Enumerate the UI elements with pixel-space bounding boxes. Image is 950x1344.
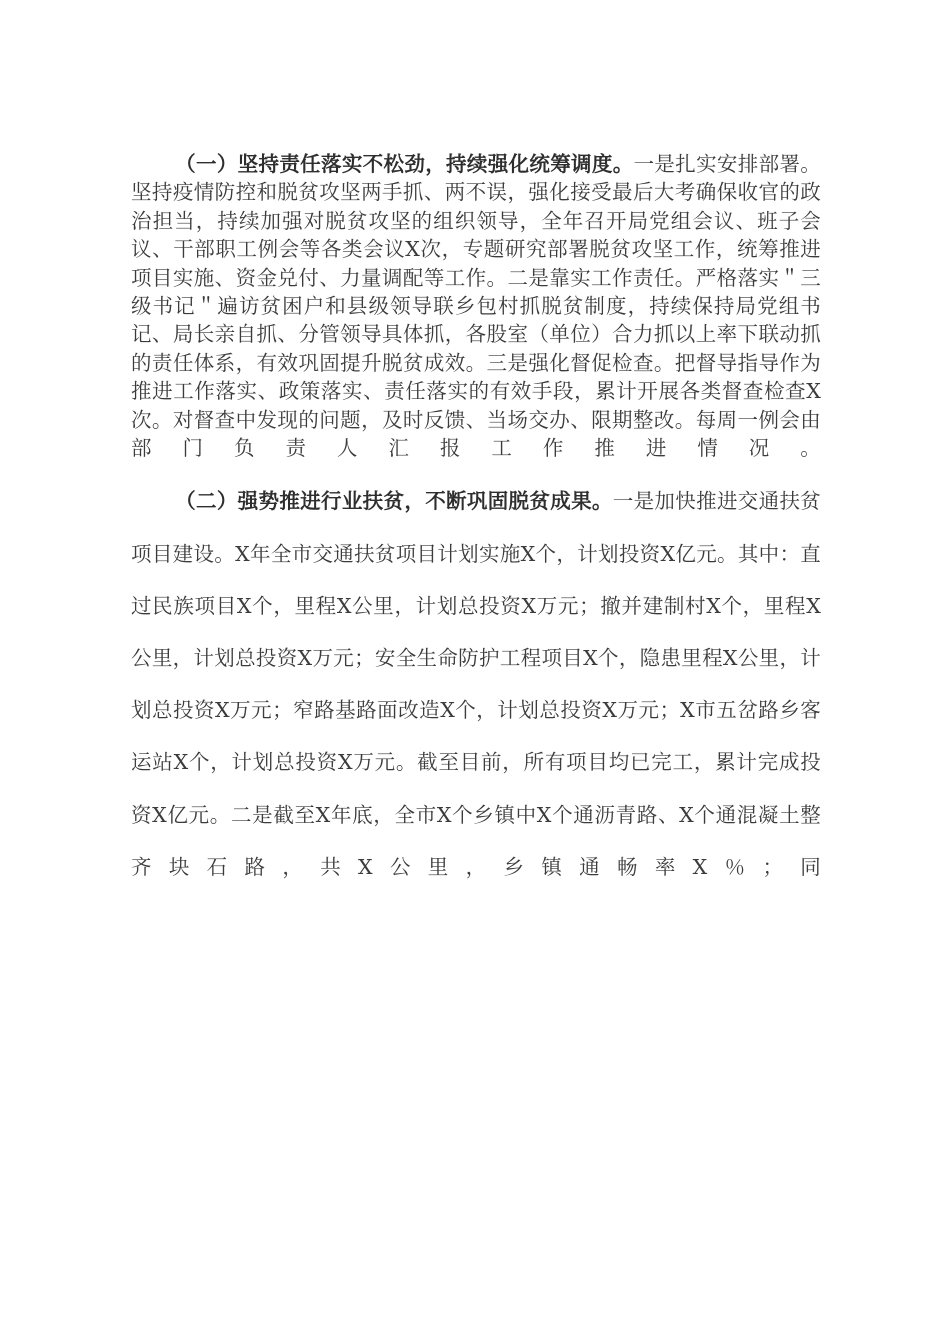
paragraph-section-one [131, 150, 821, 462]
paragraph-section-two [131, 475, 821, 893]
document-body [131, 150, 821, 893]
section-one-heading: （一）坚持责任落实不松劲，持续强化统筹调度。 [175, 152, 634, 176]
paragraph-spacer [131, 462, 821, 475]
section-two-body: 一是加快推进交通扶贫项目建设。X年全市交通扶贫项目计划实施X个，计划投资X亿元。其中：直过民族项目X个，里程X公里，计划总投资X万元；撤并建制村X个，里程X公里，计划总投资X万元；安全生命防护工程项目X个，隐患里程X公里，计划总投资X万元；窄路基路面改造X个，计划总投资X万元；X市五岔路乡客运站X个，计划总投资X万元。截至目前，所有项目均已完工，累计完成投资X亿元。二是截至X年底，全市X个乡镇中X个通沥青路、X个通混凝土整齐块石路，共X公里，乡镇通畅率X％；同 [131, 489, 821, 879]
section-two-heading: （二）强势推进行业扶贫，不断巩固脱贫成果。 [175, 489, 613, 514]
section-one-body: 一是扎实安排部署。坚持疫情防控和脱贫攻坚两手抓、两不误，强化接受最后大考确保收官的政治担当，持续加强对脱贫攻坚的组织领导，全年召开局党组会议、班子会议、干部职工例会等各类会议X次，专题研究部署脱贫攻坚工作，统筹推进项目实施、资金兑付、力量调配等工作。二是靠实工作责任。严格落实＂三级书记＂遍访贫困户和县级领导联乡包村抓脱贫制度，持续保持局党组书记、局长亲自抓、分管领导具体抓，各股室（单位）合力抓以上率下联动抓的责任体系，有效巩固提升脱贫成效。三是强化督促检查。把督导指导作为推进工作落实、政策落实、责任落实的有效手段，累计开展各类督查检查X次。对督查中发现的问题，及时反馈、当场交办、限期整改。每周一例会由部门负责人汇报工作推进情况。 [131, 152, 821, 461]
